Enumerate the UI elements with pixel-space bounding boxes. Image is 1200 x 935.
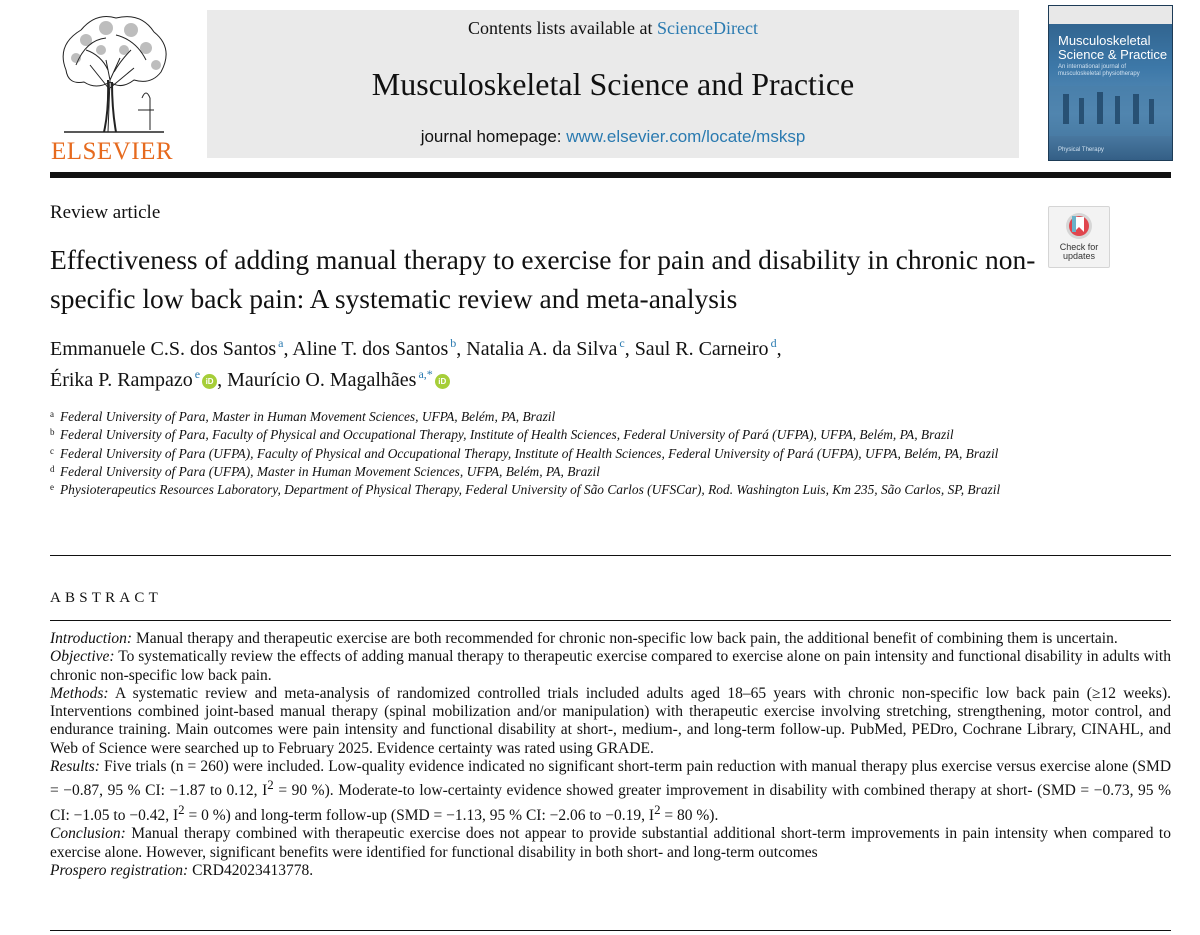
affiliation-item xyxy=(50,481,1020,499)
cover-subtitle: An international journal of musculoskeletal physiotherapy xyxy=(1058,64,1140,77)
author[interactable] xyxy=(466,338,624,360)
crossmark-label xyxy=(1049,243,1109,261)
author-affiliation-link[interactable]: d xyxy=(770,336,777,351)
abstract-conclusion xyxy=(50,825,1171,862)
journal-title: Musculoskeletal Science and Practice xyxy=(371,66,855,102)
author-affiliation-link[interactable]: c xyxy=(619,336,625,351)
affiliation-mark: b xyxy=(50,427,55,438)
author-name: Érika P. Rampazo xyxy=(50,369,193,391)
crossmark-line1: Check for xyxy=(1059,242,1099,252)
masthead-divider xyxy=(50,172,1171,178)
elsevier-logo[interactable] xyxy=(46,10,178,165)
contents-line xyxy=(207,18,1019,39)
affiliation-item xyxy=(50,426,1020,444)
author[interactable] xyxy=(635,338,777,360)
affiliation-text: Federal University of Para, Faculty of Physical and Occupational Therapy, Institute of Health Sciences, Federal University of Pará (UFPA), UFPA, Belém, PA, Brazil xyxy=(60,427,954,443)
objective-text: To systematically review the effects of adding manual therapy to therapeutic exercise compared to exercise alone on pain intensity and functional disability in adults with chronic non-specific low back pain. xyxy=(50,648,1171,684)
sciencedirect-link[interactable]: ScienceDirect xyxy=(657,18,758,38)
affiliation-text: Federal University of Para (UFPA), Master in Human Movement Sciences, UFPA, Belém, PA, Brazil xyxy=(60,463,600,479)
methods-label: Methods: xyxy=(50,684,109,702)
cover-artwork-icon xyxy=(1049,6,1172,160)
affiliation-mark: c xyxy=(50,445,54,456)
author[interactable] xyxy=(50,369,217,391)
affiliation-text: Federal University of Para (UFPA), Faculty of Physical and Occupational Therapy, Institute of Health Sciences, Federal University of Pará (UFPA), UFPA, Belém, PA, Brazil xyxy=(60,445,999,461)
author[interactable] xyxy=(292,338,456,360)
results-text-3: = 0 %) and long-term follow-up (SMD = −1.13, 95 % CI: −2.06 to −0.19, I xyxy=(184,806,655,824)
orcid-icon[interactable]: iD xyxy=(202,374,217,389)
homepage-link[interactable]: www.elsevier.com/locate/msksp xyxy=(566,127,806,146)
results-label: Results: xyxy=(50,758,100,776)
contents-prefix: Contents lists available at xyxy=(468,18,657,38)
homepage-prefix: journal homepage: xyxy=(420,127,567,146)
author-separator: , xyxy=(624,338,635,360)
crossmark-line2: updates xyxy=(1062,251,1096,261)
affiliation-mark: e xyxy=(50,482,54,493)
introduction-label: Introduction: xyxy=(50,630,133,647)
superscript: 2 xyxy=(178,801,185,817)
author-affiliation-link[interactable]: a,* xyxy=(418,367,433,382)
publisher-name: ELSEVIER xyxy=(50,138,174,165)
objective-label: Objective: xyxy=(50,648,115,666)
abstract-results xyxy=(50,758,1171,825)
abstract-methods xyxy=(50,685,1171,758)
author-affiliation-link[interactable]: a xyxy=(278,336,284,351)
abstract-introduction xyxy=(50,630,1171,648)
author-name: Natalia A. da Silva xyxy=(466,338,618,360)
affiliation-item xyxy=(50,445,1020,463)
results-text-2: = 90 %). Moderate-to low-certainty evidence showed greater improvement in disability with combined therapy at short- (SMD = −0.73, 95 % CI: −1.05 to −0.42, I xyxy=(50,782,1171,824)
journal-cover[interactable] xyxy=(1048,5,1173,161)
author-name: Aline T. dos Santos xyxy=(292,338,449,360)
prospero-label: Prospero registration: xyxy=(50,861,189,879)
conclusion-text: Manual therapy combined with therapeutic exercise does not appear to provide substantial additional short-term improvements in pain intensity when compared to exercise alone. However, significant benefits were identified for functional disability in both short- and long-term outcomes xyxy=(50,825,1171,861)
cover-title-line1: Musculoskeletal xyxy=(1058,33,1151,48)
elsevier-tree-icon xyxy=(46,10,178,135)
check-for-updates-button[interactable] xyxy=(1048,206,1110,268)
crossmark-icon xyxy=(1049,207,1109,243)
author-separator: , xyxy=(456,338,467,360)
author-separator: , xyxy=(283,338,293,360)
author-name: Maurício O. Magalhães xyxy=(227,369,417,391)
affiliation-item xyxy=(50,408,1020,426)
article-type: Review article xyxy=(50,202,161,223)
orcid-icon[interactable]: iD xyxy=(435,374,450,389)
journal-masthead xyxy=(207,10,1019,158)
superscript: 2 xyxy=(267,777,274,793)
author-list xyxy=(50,334,1050,396)
methods-text: A systematic review and meta-analysis of randomized controlled trials included adults aged 18–65 years with chronic non-specific low back pain (≥12 weeks). Interventions combined joint-based manual therapy (spinal mobilization and/or manipulation) with therapeutic exercise involving stretching, strengthening, motor control, and endurance training. Main outcomes were pain intensity and functional disability at short-, medium-, and long-term follow-up. PubMed, PEDro, Cochrane Library, CINAHL, and Web of Science were searched up to February 2025. Evidence certainty was rated using GRADE. xyxy=(50,684,1171,757)
affiliations-divider xyxy=(50,555,1171,556)
author-separator: , xyxy=(217,369,228,391)
author-name: Saul R. Carneiro xyxy=(634,338,769,360)
abstract-bottom-divider xyxy=(50,930,1171,931)
affiliation-list xyxy=(50,408,1020,499)
author[interactable] xyxy=(227,369,450,391)
author-name: Emmanuele C.S. dos Santos xyxy=(50,338,277,360)
abstract-body xyxy=(50,630,1171,880)
results-text-1: Five trials (n = 260) were included. Low-quality evidence indicated no significant short-term pain reduction with manual therapy plus exercise versus exercise alone (SMD = −0.87, 95 % CI: −1.87 to 0.12, I xyxy=(50,758,1172,800)
cover-bottom-text: Physical Therapy xyxy=(1058,147,1104,153)
superscript: 2 xyxy=(654,801,661,817)
affiliation-text: Federal University of Para, Master in Human Movement Sciences, UFPA, Belém, PA, Brazil xyxy=(60,409,556,424)
author-affiliation-link[interactable]: b xyxy=(450,336,457,351)
author[interactable] xyxy=(50,338,283,360)
results-text-4: = 80 %). xyxy=(660,806,719,824)
abstract-heading-divider xyxy=(50,620,1171,621)
abstract-heading: ABSTRACT xyxy=(50,590,162,606)
author-separator: , xyxy=(776,338,782,360)
affiliation-mark: d xyxy=(50,463,55,474)
homepage-line xyxy=(207,127,1019,147)
introduction-text: Manual therapy and therapeutic exercise are both recommended for chronic non-specific low back pain, the additional benefit of combining them is uncertain. xyxy=(135,630,1118,647)
affiliation-text: Physioterapeutics Resources Laboratory, Department of Physical Therapy, Federal University of São Carlos (UFSCar), Rod. Washington Luis, Km 235, São Carlos, SP, Brazil xyxy=(60,482,1001,498)
prospero-text: CRD42023413778. xyxy=(192,861,314,879)
conclusion-label: Conclusion: xyxy=(50,825,126,843)
abstract-objective xyxy=(50,648,1171,685)
author-affiliation-link[interactable]: e xyxy=(194,367,201,382)
abstract-prospero xyxy=(50,862,1171,880)
affiliation-item xyxy=(50,463,1020,481)
cover-title-line2: Science & Practice xyxy=(1058,47,1168,62)
cover-title xyxy=(1058,34,1168,62)
article-title: Effectiveness of adding manual therapy to exercise for pain and disability in chronic non-specific low back pain: A systematic review and meta-analysis xyxy=(50,244,1036,314)
affiliation-mark: a xyxy=(50,409,54,419)
